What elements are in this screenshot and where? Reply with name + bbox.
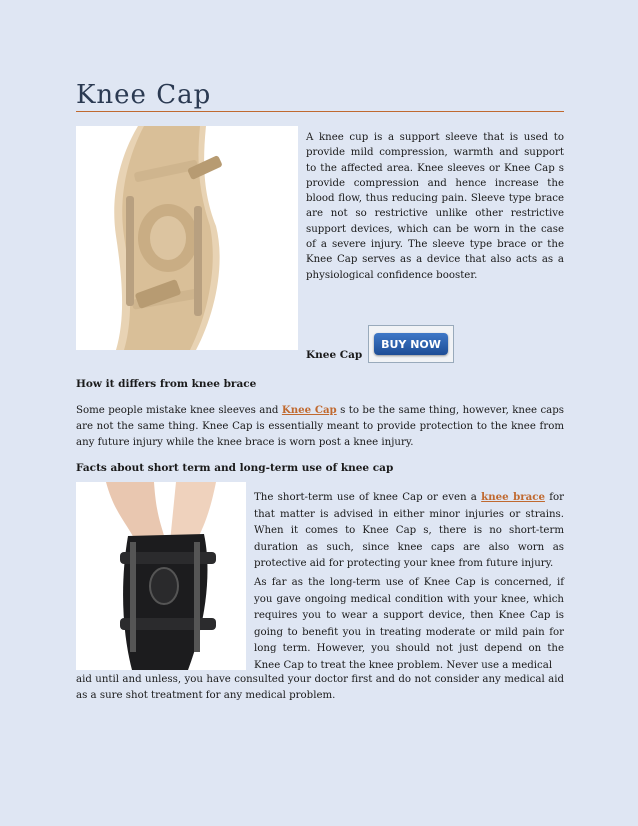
intro-paragraph: A knee cup is a support sleeve that is used to provide mild compression, warmth and support to the affected area. Knee sleeves or Knee Cap s provide compression and hence increase the blood flow, thus reducing pain. Sleeve type brace are not so restrictive unlike other restrictive support devices, which can be worn in the case of a severe injury. The sleeve type brace or the Knee Cap serves as a device that also acts as a physiological confidence booster. [306,132,564,281]
differences-text-start: Some people mistake knee sleeves and [76,405,282,416]
buy-now-button[interactable] [368,325,454,363]
title-divider [76,111,564,112]
product-caption: Knee Cap [306,349,363,361]
knee-cap-link[interactable]: Knee Cap [281,404,337,416]
knee-brace-link[interactable]: knee brace [481,491,545,503]
differences-paragraph [76,402,564,452]
section-heading-facts: Facts about short term and long-term use of knee cap [76,462,394,474]
short-term-text-end: for that matter is advised in either minor injuries or strains. When it comes to Knee Cap s, there is no short-term duration as such, since knee caps are also worn as protective aid for protecting your knee from future injury. [254,492,564,570]
knee-brace-image [76,482,246,670]
differences-text-end: s to be the same thing, however, knee caps are not the same thing. Knee Cap is essentially meant to provide protection to the knee from any future injury while the knee brace is worn post a knee injury. [76,405,564,449]
page-title: Knee Cap [76,80,212,110]
buy-now-label: BUY NOW [374,333,448,355]
long-term-paragraph-continued: aid until and unless, you have consulted your doctor first and do not consider any medical aid as a sure shot treatment for any medical problem. [76,674,564,702]
knee-sleeve-image [76,126,298,350]
short-term-text-start: The short-term use of knee Cap or even a [254,492,482,503]
short-term-paragraph [254,489,564,573]
long-term-paragraph: As far as the long-term use of Knee Cap is concerned, if you gave ongoing medical condition with your knee, which requires you to wear a support device, then Knee Cap is going to benefit you in treating moderate or mild pain for long term. However, you should not just depend on the Knee Cap to treat the knee problem. Never use a medical [254,577,564,671]
section-heading-differences: How it differs from knee brace [76,378,257,390]
